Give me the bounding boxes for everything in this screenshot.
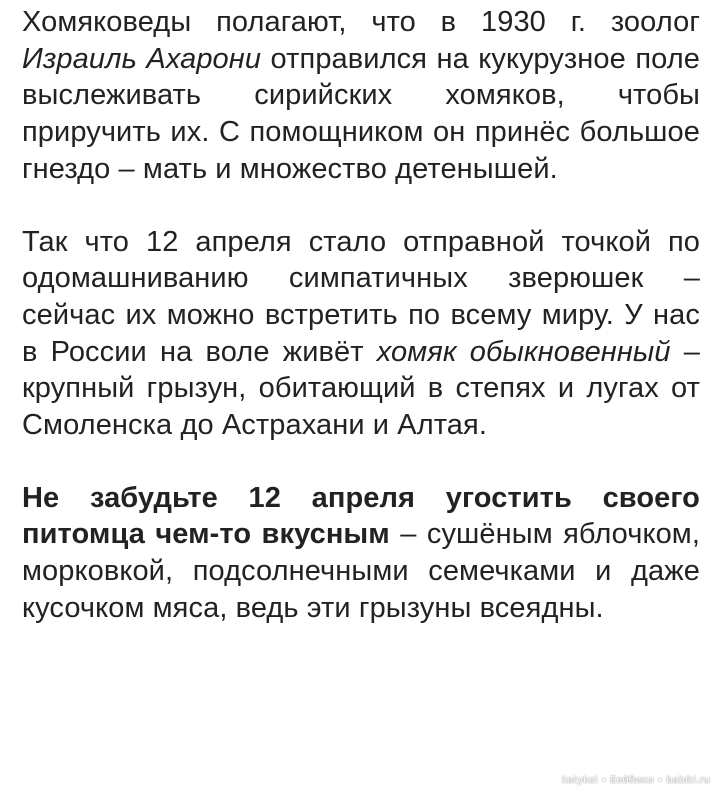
paragraph-reminder-rest: – сушёным яблочком, морковкой, подсолнечными семечками и даже кусочком мяса, ведь эти грызуны всеядны. [22,518,700,624]
paragraph-history-rest: отправился на кукурузное поле выслеживать сирийских хомяков, чтобы приручить их. С помощником он принёс большое гнездо – мать и множество детенышей. [22,42,700,185]
paragraph-domestication [22,224,700,444]
paragraph-reminder [22,480,700,627]
paragraph-domestication-rest: – крупный грызун, обитающий в степях и лугах от Смоленска до Астрахани и Алтая. [22,335,700,442]
site-watermark: katykei • Бэйбики • babiki.ru [561,775,710,786]
article-body [22,4,700,627]
paragraph-history-intro: Хомяковеды полагают, что в 1930 г. зоолог [22,6,700,38]
paragraph-history [22,4,700,188]
species-name: хомяк обыкновенный [376,335,671,368]
zoologist-name: Израиль Ахарони [22,42,262,75]
paragraph-domestication-intro: Так что 12 апреля стало отправной точкой по одомашниванию симпатичных зверюшек – сейчас их можно встретить по всему миру. У нас в России на воле живёт [22,225,700,368]
reminder-highlight: Не забудьте 12 апреля угостить своего питомца чем-то вкусным [22,481,700,551]
